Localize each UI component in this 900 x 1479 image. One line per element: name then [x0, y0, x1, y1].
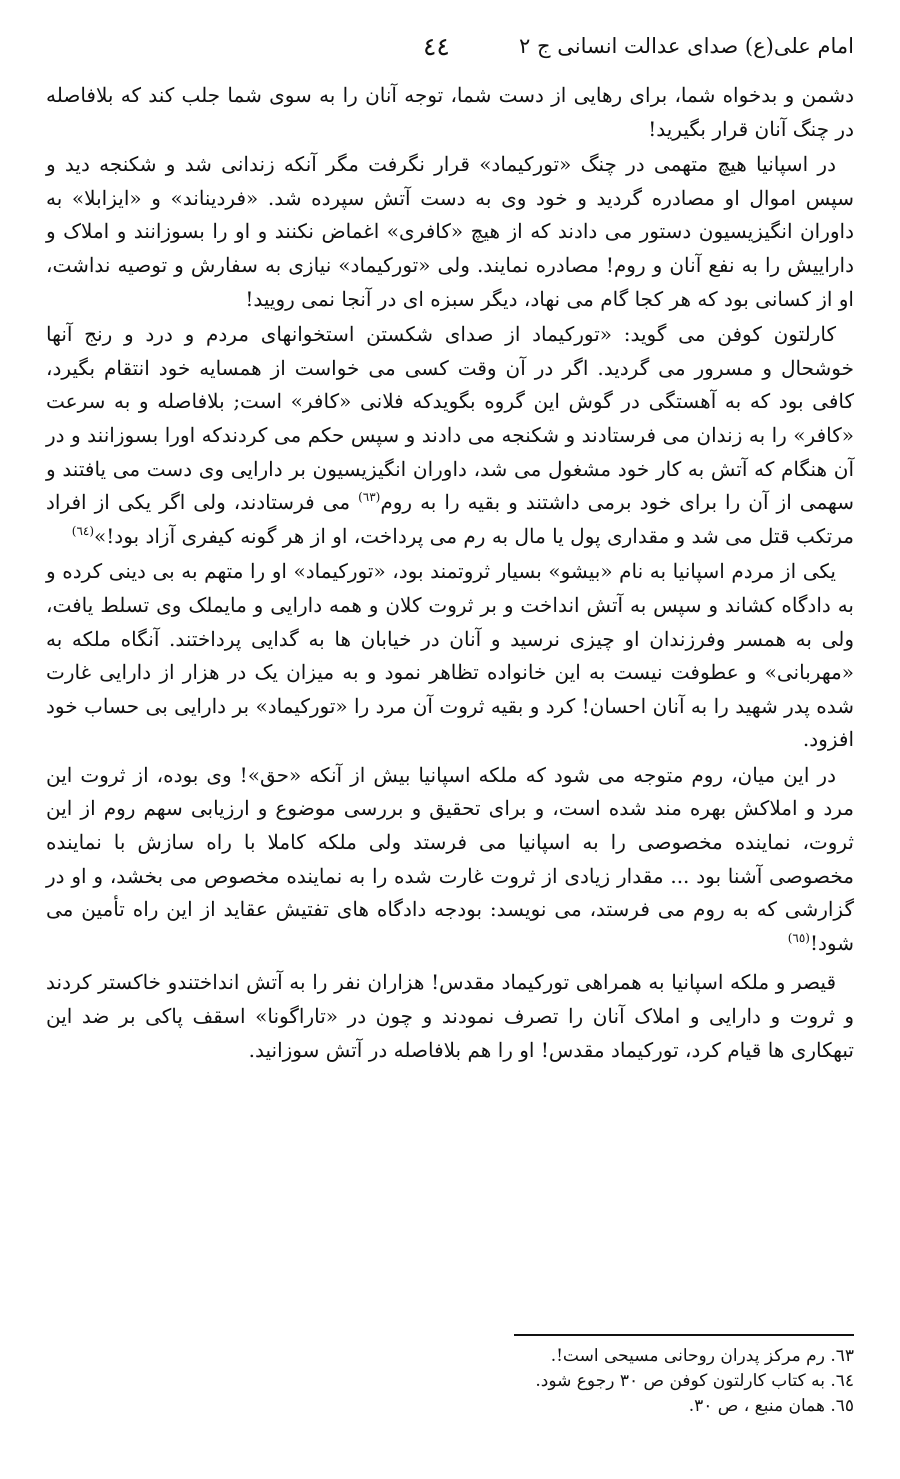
- paragraph-5-text: در این میان، روم متوجه می شود که ملکه اسپانیا بیش از آنکه «حق»! وی بوده، از ثروت این مرد و املاکش بهره مند شده است، و برای تحقیق و بررسی موضوع و ارزیابی سهم روم از این ثروت، نماینده مخصوصی را به اسپانیا می فرستد ولی ملکه کاملا با راه سازش با نماینده مخصوصی آشنا بود ... مقدار زیادی از ثروت غارت شده را به نماینده مخصوص می بخشد، و او در گزارشی که به روم می فرستد، می نویسد: بودجه دادگاه های تفتیش عقاید از این راه تأمین می شود!: [46, 762, 854, 955]
- paragraph-3-text-cont: می فرستادند، ولی اگر یکی از افراد مرتکب قتل می شد و مقداری پول یا مال به رم می پرداخت، او از هر گونه کیفری آزاد بود!»: [46, 490, 854, 548]
- paragraph-2-text: در اسپانیا هیچ متهمی در چنگ «تورکیماد» قرار نگرفت مگر آنکه زندانی شد و شکنجه دید و سپس اموال او مصادره گردید و خود وی به دست آتش سپرده شد. «فردیناند» و «ایزابلا» به داوران انگیزیسیون دستور می دادند که از هیچ «کافری» اغماض نکنند و او را بسوزانند و املاک و داراییش را به نفع آنان و روم! مصادره نمایند. ولی «تورکیماد» نیازی به سفارش و توصیه نداشت، او از کسانی بود که هر کجا گام می نهاد، دیگر سبزه ای در آنجا نمی رویید!: [46, 152, 854, 311]
- paragraph-6: [46, 966, 854, 1067]
- footnote-ref-63: (٦٣): [358, 490, 381, 505]
- paragraph-5: [46, 759, 854, 961]
- footnote-ref-65: (٦٥): [787, 930, 810, 945]
- body-text: [46, 79, 854, 1069]
- paragraph-3-text: کارلتون کوفن می گوید: «تورکیماد از صدای شکستن استخوانهای مردم و درد و رنج آنها خوشحال و مسرور می گردید. اگر در آن وقت کسی می خواست از همسایه خود انتقام بگیرد، کافی بود که به آهستگی در گوش این گروه بگویدکه فلانی «کافر» است; بلافاصله و به سرعت «کافر» را به زندان می فرستادند و شکنجه می دادند و سپس حکم می کردندکه اورا بسوزانند و در آن هنگام که آتش به کار خود مشغول می شد، داوران انگیزیسیون بر دارایی وی دست می یافتند و سهمی از آن را برای خود برمی داشتند و بقیه را به روم: [46, 322, 854, 515]
- running-header: [40, 26, 854, 66]
- footnote-65: ٦٥. همان منبع ، ص ۳۰.: [688, 1396, 854, 1416]
- paragraph-6-text: قیصر و ملکه اسپانیا به همراهی تورکیماد مقدس! هزاران نفر را به آتش انداختندو خاکستر کردند و ثروت و دارایی و املاک آنان را تصرف نمودند و چون در «تاراگونا» اسقف پاکی بر ضد این تبهکاری ها قیام کرد، تورکیماد مقدس! او را هم بلافاصله در آتش سوزانید.: [46, 970, 854, 1062]
- paragraph-3: [46, 318, 854, 553]
- paragraph-1: [46, 79, 854, 146]
- footnote-63: ٦٣. رم مرکز پدران روحانی مسیحی است!.: [550, 1346, 854, 1366]
- page-number: ٤٤: [423, 32, 450, 61]
- footnotes: [254, 1344, 854, 1419]
- paragraph-4: [46, 555, 854, 757]
- paragraph-4-text: یکی از مردم اسپانیا به نام «بیشو» بسیار ثروتمند بود، «تورکیماد» او را متهم به بی دینی کرده و به دادگاه کشاند و سپس به آتش انداخت و بر ثروت کلان و همه دارایی و مایملک وی تسلط یافت، ولی به همسر وفرزندان او چیزی نرسید و آنان در خیابان ها به گدایی پرداختند. آنگاه ملکه به «مهربانی» و عطوفت نیست به این خانواده تظاهر نمود و به میزان یک در هزار از دارایی غارت شده پدر شهید را به آنان احسان! کرد و بقیه ثروت آن مرد را «تورکیماد» بر دارایی بی حساب خود افزود.: [46, 559, 854, 752]
- footnote-divider: [514, 1334, 854, 1336]
- running-title: امام علی(ع) صدای عدالت انسانی ج ۲: [519, 34, 854, 58]
- footnote-ref-64: (٦٤): [71, 523, 95, 538]
- paragraph-1-text: دشمن و بدخواه شما، برای رهایی از دست شما، توجه آنان را به سوی شما جلب کند که بلافاصله در چنگ آنان قرار بگیرید!: [46, 83, 854, 141]
- paragraph-2: [46, 148, 854, 316]
- footnote-64: ٦٤. به کتاب کارلتون کوفن ص ۳۰ رجوع شود.: [535, 1371, 854, 1391]
